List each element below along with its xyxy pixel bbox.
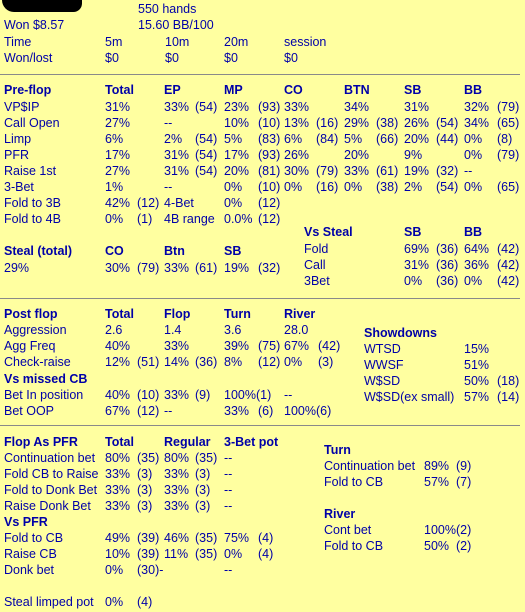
- steal-cell-5: 19%: [224, 261, 250, 275]
- vs-steal-cell-2: (36): [436, 258, 459, 272]
- preflop-cell-9: (61): [376, 164, 399, 178]
- preflop-cell-4: 17%: [224, 148, 250, 162]
- flop-pfr-cell-5: --: [224, 499, 233, 513]
- flop-pfr-cell-2: (3): [137, 499, 153, 513]
- flop-pfr-cell-1: 80%: [105, 451, 131, 465]
- vs-steal-cell-4: (42): [497, 242, 520, 256]
- steal-cell-0: 29%: [4, 261, 30, 275]
- preflop-cell-1: 6%: [105, 132, 124, 146]
- flop-pfr-cell-5: --: [224, 451, 233, 465]
- preflop-cell-10: 2%: [404, 180, 423, 194]
- vs-pfr-cell-3: 11%: [164, 547, 189, 561]
- postflop-cell-7: 67%: [284, 339, 310, 353]
- postflop-cell-1: 40%: [105, 339, 131, 353]
- vs-pfr-cell-1: 10%: [105, 547, 131, 561]
- preflop-cell-6: 0%: [284, 180, 303, 194]
- preflop-cell-7: (16): [316, 116, 339, 130]
- period-header-1: 5m: [105, 35, 123, 49]
- preflop-cell-4: 23%: [224, 100, 250, 114]
- flop-pfr-cell-2: (3): [137, 483, 153, 497]
- preflop-cell-3: (54): [195, 148, 218, 162]
- steal-cell-2: (79): [137, 261, 160, 275]
- missed-cb-ip-cell-0: Bet In position: [4, 388, 84, 402]
- flop-pfr-cell-5: --: [224, 483, 233, 497]
- vs-steal-cell-4: (42): [497, 258, 520, 272]
- preflop-cell-12: 34%: [464, 116, 490, 130]
- steal-header-3: SB: [224, 244, 242, 258]
- preflop-cell-11: (54): [436, 116, 459, 130]
- fold-4bet-cell-1: 0%: [105, 212, 124, 226]
- missed-cb-ip-cell-6: --: [284, 388, 293, 402]
- steal-cell-4: (61): [195, 261, 218, 275]
- preflop-header-1: Total: [105, 83, 134, 97]
- fold-4bet-cell-5: (12): [258, 212, 281, 226]
- preflop-header-7: BB: [464, 83, 483, 97]
- preflop-cell-8: 29%: [344, 116, 370, 130]
- preflop-cell-11: (44): [436, 132, 459, 146]
- flop-pfr-cell-0: Raise Donk Bet: [4, 499, 91, 513]
- preflop-cell-2: --: [164, 116, 173, 130]
- preflop-cell-2: --: [164, 180, 173, 194]
- turn-cell-2: (9): [456, 459, 472, 473]
- vs-pfr-cell-6: (4): [258, 547, 274, 561]
- vs-pfr-cell-4: (35): [195, 531, 218, 545]
- preflop-cell-1: 31%: [105, 100, 131, 114]
- flop-pfr-cell-4: (35): [195, 451, 218, 465]
- postflop-header-4: River: [284, 307, 316, 321]
- postflop-cell-1: 12%: [105, 355, 131, 369]
- missed-cb-oop-cell-3: --: [164, 404, 173, 418]
- flop-pfr-cell-0: Fold CB to Raise: [4, 467, 99, 481]
- vs-pfr-cell-0: Donk bet: [4, 563, 55, 577]
- turn-cell-2: (7): [456, 475, 472, 489]
- preflop-cell-11: (54): [436, 180, 459, 194]
- won-amount: Won $8.57: [4, 18, 65, 32]
- turn-cell-1: 89%: [424, 459, 450, 473]
- showdown-cell-0: WTSD: [364, 342, 401, 356]
- vs-steal-cell-3: 0%: [464, 274, 483, 288]
- preflop-cell-1: 27%: [105, 116, 131, 130]
- flop-pfr-cell-5: --: [224, 467, 233, 481]
- turn-header: Turn: [324, 443, 351, 457]
- postflop-cell-7: 0%: [284, 355, 303, 369]
- steal-limped-cell-0: Steal limped pot: [4, 595, 94, 609]
- fold-4bet-cell-2: (1): [137, 212, 153, 226]
- vs-pfr-cell-0: Fold to CB: [4, 531, 64, 545]
- postflop-cell-8: (3): [318, 355, 334, 369]
- fold-3bet-cell-0: Fold to 3B: [4, 196, 61, 210]
- preflop-cell-5: (10): [258, 116, 281, 130]
- showdowns-header: Showdowns: [364, 326, 437, 340]
- fold-4bet-cell-4: 0.0%: [224, 212, 253, 226]
- vs-steal-cell-0: 3Bet: [304, 274, 330, 288]
- preflop-cell-5: (81): [258, 164, 281, 178]
- flop-pfr-cell-3: 33%: [164, 499, 190, 513]
- preflop-cell-1: 1%: [105, 180, 124, 194]
- preflop-cell-0: 3-Bet: [4, 180, 34, 194]
- postflop-cell-2: (51): [137, 355, 160, 369]
- preflop-cell-12: --: [464, 164, 473, 178]
- vs-steal-header-0: Vs Steal: [304, 225, 353, 239]
- steal-limped-cell-1: 0%: [105, 595, 124, 609]
- vs-steal-cell-3: 36%: [464, 258, 490, 272]
- turn-cell-1: 57%: [424, 475, 450, 489]
- vs-steal-cell-1: 31%: [404, 258, 430, 272]
- fold-3bet-cell-5: (12): [258, 196, 281, 210]
- wonlost-cell-3: $0: [224, 51, 238, 65]
- vs-steal-cell-1: 0%: [404, 274, 423, 288]
- fold-4bet-cell-0: Fold to 4B: [4, 212, 61, 226]
- preflop-cell-4: 5%: [224, 132, 243, 146]
- river-cell-fold-2: (2): [456, 539, 472, 553]
- flop-pfr-cell-1: 33%: [105, 467, 131, 481]
- wonlost-cell-0: Won/lost: [4, 51, 53, 65]
- preflop-cell-13: (65): [497, 116, 520, 130]
- preflop-cell-1: 17%: [105, 148, 131, 162]
- preflop-cell-10: 20%: [404, 132, 430, 146]
- vs-pfr-cell-5: 0%: [224, 547, 243, 561]
- postflop-cell-5: 3.6: [224, 323, 242, 337]
- showdown-cell-0: WWSF: [364, 358, 404, 372]
- showdown-cell-1: 57%: [464, 390, 490, 404]
- vs-steal-cell-2: (36): [436, 242, 459, 256]
- flop-pfr-cell-3: 33%: [164, 483, 190, 497]
- preflop-cell-10: 19%: [404, 164, 430, 178]
- missed-cb-oop-cell-7: 100%(6): [284, 404, 332, 418]
- flop-pfr-cell-4: (3): [195, 499, 211, 513]
- steal-cell-3: 33%: [164, 261, 190, 275]
- postflop-cell-1: 2.6: [105, 323, 123, 337]
- vs-pfr-cell-5: --: [224, 563, 233, 577]
- vs-pfr-cell-0: Raise CB: [4, 547, 57, 561]
- redacted-player-name: [2, 0, 82, 12]
- river-cell-cb-1: 100%(2): [424, 523, 472, 537]
- postflop-header-1: Total: [105, 307, 134, 321]
- showdown-cell-1: 51%: [464, 358, 490, 372]
- postflop-cell-3: 1.4: [164, 323, 182, 337]
- postflop-header-3: Turn: [224, 307, 251, 321]
- showdown-cell-1: 15%: [464, 342, 490, 356]
- preflop-cell-6: 13%: [284, 116, 310, 130]
- wonlost-cell-1: $0: [105, 51, 119, 65]
- fold-4bet-cell-3: 4B range: [164, 212, 215, 226]
- missed-cb-oop-cell-2: (12): [137, 404, 160, 418]
- hands-count: 550 hands: [138, 2, 197, 16]
- section-divider: [0, 425, 520, 426]
- vs-steal-header-2: BB: [464, 225, 483, 239]
- vs-pfr-cell-5: 75%: [224, 531, 250, 545]
- preflop-cell-6: 30%: [284, 164, 310, 178]
- preflop-cell-7: (16): [316, 180, 339, 194]
- postflop-cell-8: (42): [318, 339, 341, 353]
- preflop-cell-12: 32%: [464, 100, 490, 114]
- flop-pfr-cell-2: (3): [137, 467, 153, 481]
- preflop-cell-3: (54): [195, 100, 218, 114]
- vs-steal-cell-0: Fold: [304, 242, 329, 256]
- preflop-cell-13: (79): [497, 148, 520, 162]
- preflop-cell-7: (79): [316, 164, 339, 178]
- preflop-header-2: EP: [164, 83, 181, 97]
- preflop-cell-6: 26%: [284, 148, 310, 162]
- preflop-cell-6: 33%: [284, 100, 310, 114]
- preflop-header-6: SB: [404, 83, 422, 97]
- fold-3bet-cell-2: (12): [137, 196, 160, 210]
- preflop-cell-10: 26%: [404, 116, 430, 130]
- flop-pfr-cell-0: Continuation bet: [4, 451, 96, 465]
- postflop-cell-3: 14%: [164, 355, 190, 369]
- preflop-cell-1: 27%: [105, 164, 131, 178]
- vs-pfr-cell-3: 46%: [164, 531, 190, 545]
- wonlost-cell-4: $0: [284, 51, 298, 65]
- preflop-header-3: MP: [224, 83, 243, 97]
- flop-pfr-cell-4: (3): [195, 483, 211, 497]
- preflop-cell-8: 5%: [344, 132, 363, 146]
- missed-cb-oop-cell-1: 67%: [105, 404, 131, 418]
- vs-pfr-cell-6: (4): [258, 531, 274, 545]
- postflop-cell-4: (36): [195, 355, 218, 369]
- vs-pfr-cell-2: (39): [137, 531, 160, 545]
- preflop-cell-5: (93): [258, 100, 281, 114]
- vs-steal-cell-4: (42): [497, 274, 520, 288]
- preflop-cell-13: (65): [497, 180, 520, 194]
- preflop-header-4: CO: [284, 83, 303, 97]
- preflop-cell-8: 0%: [344, 180, 363, 194]
- preflop-cell-0: Call Open: [4, 116, 60, 130]
- preflop-cell-11: (32): [436, 164, 459, 178]
- showdown-cell-0: W$SD(ex small): [364, 390, 455, 404]
- steal-cell-1: 30%: [105, 261, 131, 275]
- preflop-cell-5: (93): [258, 148, 281, 162]
- steal-header-1: CO: [105, 244, 124, 258]
- preflop-cell-9: (38): [376, 116, 399, 130]
- river-cell-cb-0: Cont bet: [324, 523, 372, 537]
- preflop-cell-8: 20%: [344, 148, 370, 162]
- fold-3bet-cell-4: 0%: [224, 196, 243, 210]
- vs-pfr-cell-2: (39): [137, 547, 160, 561]
- steal-limped-cell-2: (4): [137, 595, 153, 609]
- flop-pfr-cell-1: 33%: [105, 483, 131, 497]
- preflop-cell-5: (10): [258, 180, 281, 194]
- vs-steal-header-1: SB: [404, 225, 422, 239]
- vs-pfr-header: Vs PFR: [4, 515, 48, 529]
- missed-cb-ip-cell-4: (9): [195, 388, 211, 402]
- river-header: River: [324, 507, 356, 521]
- fold-3bet-cell-3: 4-Bet: [164, 196, 194, 210]
- postflop-header-2: Flop: [164, 307, 191, 321]
- preflop-cell-10: 31%: [404, 100, 430, 114]
- preflop-cell-3: (54): [195, 132, 218, 146]
- steal-cell-6: (32): [258, 261, 281, 275]
- flop-pfr-cell-3: 80%: [164, 451, 190, 465]
- preflop-header-0: Pre-flop: [4, 83, 52, 97]
- section-divider: [0, 298, 520, 299]
- preflop-cell-8: 34%: [344, 100, 370, 114]
- preflop-cell-2: 2%: [164, 132, 183, 146]
- preflop-cell-0: Limp: [4, 132, 32, 146]
- vs-pfr-cell-2: (30)-: [137, 563, 164, 577]
- flop-pfr-cell-3: 33%: [164, 467, 190, 481]
- showdown-cell-2: (14): [497, 390, 520, 404]
- postflop-cell-7: 28.0: [284, 323, 309, 337]
- missed-cb-ip-cell-5: 100%(1): [224, 388, 272, 402]
- preflop-cell-13: (79): [497, 100, 520, 114]
- preflop-cell-4: 20%: [224, 164, 250, 178]
- flop-pfr-cell-0: Fold to Donk Bet: [4, 483, 98, 497]
- flop-pfr-header-0: Flop As PFR: [4, 435, 78, 449]
- flop-pfr-header-1: Total: [105, 435, 134, 449]
- preflop-cell-3: (54): [195, 164, 218, 178]
- flop-pfr-cell-4: (3): [195, 467, 211, 481]
- period-header-3: 20m: [224, 35, 249, 49]
- bb-per-100: 15.60 BB/100: [138, 18, 214, 32]
- steal-header-0: Steal (total): [4, 244, 73, 258]
- preflop-cell-4: 0%: [224, 180, 243, 194]
- preflop-cell-12: 0%: [464, 132, 483, 146]
- missed-cb-ip-cell-3: 33%: [164, 388, 190, 402]
- preflop-cell-6: 6%: [284, 132, 303, 146]
- preflop-cell-2: 33%: [164, 100, 190, 114]
- preflop-cell-7: (84): [316, 132, 339, 146]
- showdown-cell-0: W$SD: [364, 374, 401, 388]
- vs-steal-cell-2: (36): [436, 274, 459, 288]
- vs-steal-cell-3: 64%: [464, 242, 490, 256]
- missed-cb-oop-cell-0: Bet OOP: [4, 404, 55, 418]
- vs-pfr-cell-4: (35): [195, 547, 218, 561]
- period-header-4: session: [284, 35, 327, 49]
- preflop-cell-8: 33%: [344, 164, 370, 178]
- fold-3bet-cell-1: 42%: [105, 196, 131, 210]
- postflop-cell-5: 8%: [224, 355, 243, 369]
- turn-cell-0: Fold to CB: [324, 475, 384, 489]
- river-cell-fold-0: Fold to CB: [324, 539, 384, 553]
- postflop-cell-6: (75): [258, 339, 281, 353]
- turn-cell-0: Continuation bet: [324, 459, 416, 473]
- preflop-cell-0: PFR: [4, 148, 29, 162]
- missed-cb-oop-cell-5: 33%: [224, 404, 250, 418]
- postflop-cell-3: 33%: [164, 339, 190, 353]
- period-header-0: Time: [4, 35, 32, 49]
- period-header-2: 10m: [165, 35, 190, 49]
- river-cell-fold-1: 50%: [424, 539, 450, 553]
- flop-pfr-cell-1: 33%: [105, 499, 131, 513]
- flop-pfr-header-2: Regular: [164, 435, 211, 449]
- preflop-cell-2: 31%: [164, 148, 190, 162]
- preflop-cell-9: (66): [376, 132, 399, 146]
- flop-pfr-cell-2: (35): [137, 451, 160, 465]
- showdown-cell-1: 50%: [464, 374, 490, 388]
- postflop-cell-0: Agg Freq: [4, 339, 56, 353]
- preflop-cell-0: Raise 1st: [4, 164, 57, 178]
- preflop-cell-10: 9%: [404, 148, 423, 162]
- preflop-cell-12: 0%: [464, 148, 483, 162]
- vs-missed-cb-header: Vs missed CB: [4, 372, 88, 386]
- preflop-header-5: BTN: [344, 83, 370, 97]
- vs-steal-cell-0: Call: [304, 258, 326, 272]
- vs-steal-cell-1: 69%: [404, 242, 430, 256]
- flop-pfr-header-3: 3-Bet pot: [224, 435, 279, 449]
- showdown-cell-2: (18): [497, 374, 520, 388]
- postflop-cell-6: (12): [258, 355, 281, 369]
- preflop-cell-0: VP$IP: [4, 100, 40, 114]
- missed-cb-ip-cell-1: 40%: [105, 388, 131, 402]
- missed-cb-oop-cell-6: (6): [258, 404, 274, 418]
- vs-pfr-cell-1: 49%: [105, 531, 131, 545]
- postflop-cell-0: Aggression: [4, 323, 67, 337]
- vs-pfr-cell-1: 0%: [105, 563, 124, 577]
- postflop-cell-0: Check-raise: [4, 355, 71, 369]
- preflop-cell-13: (8): [497, 132, 513, 146]
- wonlost-cell-2: $0: [165, 51, 179, 65]
- section-divider: [0, 74, 520, 75]
- preflop-cell-12: 0%: [464, 180, 483, 194]
- postflop-header-0: Post flop: [4, 307, 58, 321]
- preflop-cell-2: 31%: [164, 164, 190, 178]
- steal-header-2: Btn: [164, 244, 185, 258]
- preflop-cell-9: (38): [376, 180, 399, 194]
- postflop-cell-5: 39%: [224, 339, 250, 353]
- preflop-cell-4: 10%: [224, 116, 250, 130]
- preflop-cell-5: (83): [258, 132, 281, 146]
- missed-cb-ip-cell-2: (10): [137, 388, 160, 402]
